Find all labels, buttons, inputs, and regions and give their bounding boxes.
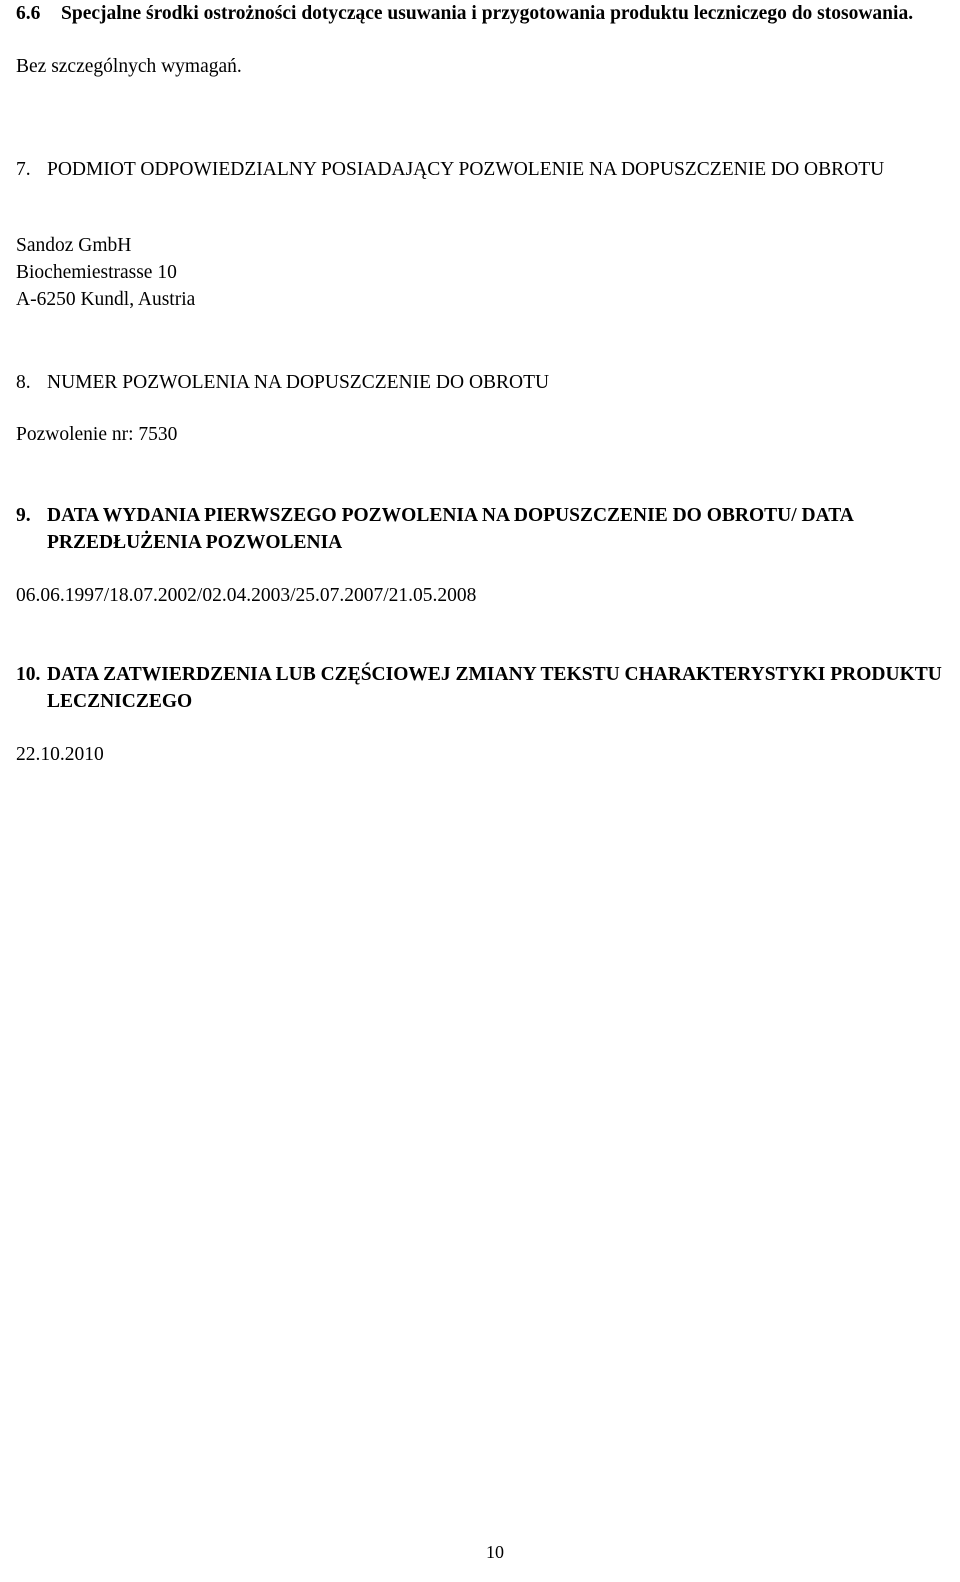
section-8-title: NUMER POZWOLENIA NA DOPUSZCZENIE DO OBROTU bbox=[47, 372, 550, 393]
section-10-title: DATA ZATWIERDZENIA LUB CZĘŚCIOWEJ ZMIANY TEKSTU CHARAKTERYSTYKI PRODUKTU LECZNICZEGO bbox=[47, 664, 942, 712]
section-9-heading bbox=[16, 502, 954, 556]
section-6-6-title: Specjalne środki ostrożności dotyczące usuwania i przygotowania produktu leczniczego do stosowania. bbox=[61, 3, 914, 24]
section-9 bbox=[16, 502, 954, 609]
section-7-address bbox=[16, 232, 954, 313]
section-9-body: 06.06.1997/18.07.2002/02.04.2003/25.07.2007/21.05.2008 bbox=[16, 585, 477, 606]
section-10 bbox=[16, 661, 954, 768]
section-7-number: 7. bbox=[16, 159, 31, 180]
section-6-6-body: Bez szczególnych wymagań. bbox=[16, 56, 242, 77]
address-line-street: Biochemiestrasse 10 bbox=[16, 262, 177, 283]
section-8 bbox=[16, 369, 954, 448]
section-6-6-number: 6.6 bbox=[16, 3, 41, 24]
section-10-heading bbox=[16, 661, 954, 715]
section-10-body: 22.10.2010 bbox=[16, 744, 104, 765]
section-8-heading bbox=[16, 369, 954, 396]
section-9-number: 9. bbox=[16, 505, 31, 526]
section-6-6-heading bbox=[16, 0, 954, 27]
section-8-body: Pozwolenie nr: 7530 bbox=[16, 424, 178, 445]
section-6-6 bbox=[16, 0, 954, 80]
section-9-title: DATA WYDANIA PIERWSZEGO POZWOLENIA NA DOPUSZCZENIE DO OBROTU/ DATA PRZEDŁUŻENIA POZWOLENIA bbox=[47, 505, 853, 553]
address-line-company: Sandoz GmbH bbox=[16, 235, 132, 256]
section-10-number: 10. bbox=[16, 664, 41, 685]
section-7 bbox=[16, 156, 954, 183]
section-7-heading bbox=[16, 156, 954, 183]
section-7-title: PODMIOT ODPOWIEDZIALNY POSIADAJĄCY POZWOLENIE NA DOPUSZCZENIE DO OBROTU bbox=[47, 159, 885, 180]
section-8-number: 8. bbox=[16, 372, 31, 393]
page-number: 10 bbox=[486, 1542, 504, 1562]
address-line-city: A-6250 Kundl, Austria bbox=[16, 289, 196, 310]
